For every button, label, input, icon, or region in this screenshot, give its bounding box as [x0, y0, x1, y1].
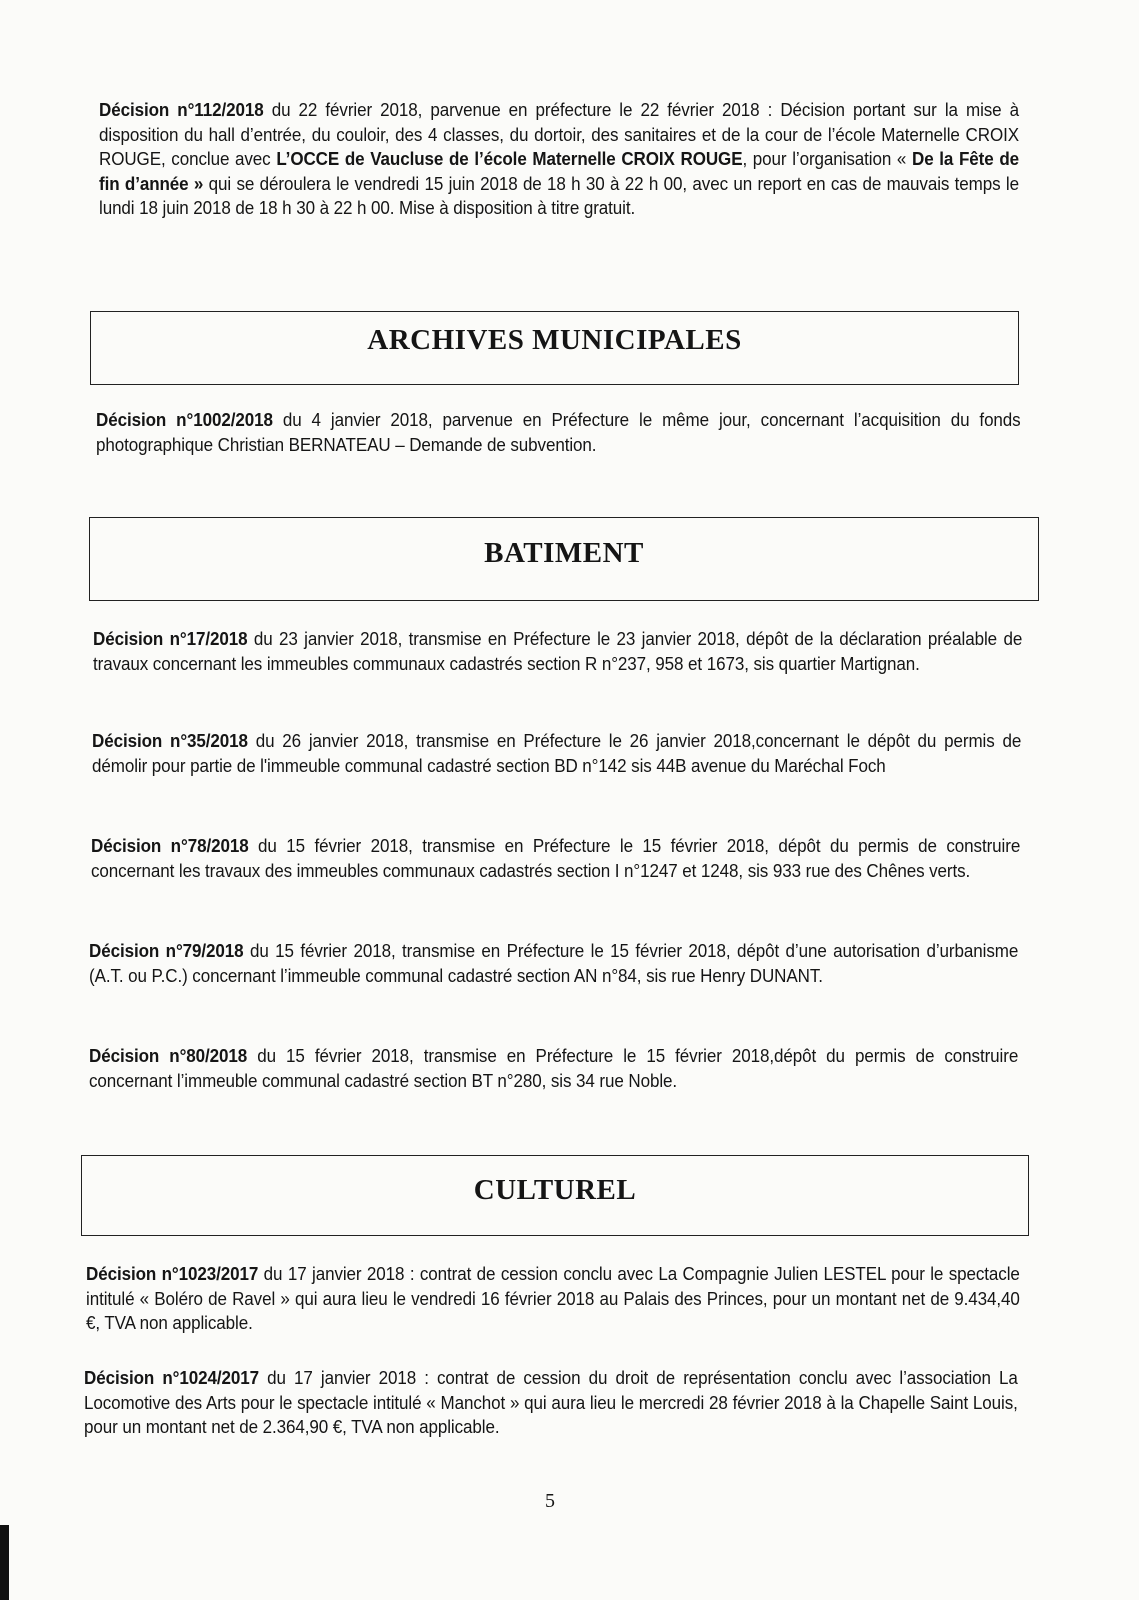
page-number: 5 — [545, 1490, 555, 1512]
decision-text: du 26 janvier 2018, transmise en Préfecture le 26 janvier 2018,concernant le dépôt du permis de démolir pour partie de l'immeuble communal cadastré section BD n°142 sis 44B avenue du Maréchal Foch — [92, 730, 1022, 776]
section-header-archives — [90, 311, 1019, 385]
decision-ref: Décision n°1023/2017 — [86, 1263, 259, 1284]
decision-text: du 15 février 2018, transmise en Préfecture le 15 février 2018,dépôt du permis de construire concernant l’immeuble communal cadastré section BT n°280, sis 34 rue Noble. — [89, 1045, 1019, 1091]
decision-ref: Décision n°79/2018 — [89, 940, 244, 961]
section-title: ARCHIVES MUNICIPALES — [367, 324, 742, 356]
decision-80-2018 — [89, 1044, 1018, 1093]
decision-ref: Décision n°80/2018 — [89, 1045, 248, 1066]
decision-ref: Décision n°17/2018 — [93, 628, 248, 649]
decision-ref: Décision n°112/2018 — [99, 99, 264, 120]
section-title: BATIMENT — [484, 537, 644, 569]
decision-35-2018 — [92, 729, 1021, 778]
decision-ref: Décision n°78/2018 — [91, 835, 249, 856]
decision-text: du 4 janvier 2018, parvenue en Préfecture le même jour, concernant l’acquisition du fonds photographique Christian BERNATEAU – Demande de subvention. — [96, 409, 1021, 455]
decision-text: du 15 février 2018, transmise en Préfecture le 15 février 2018, dépôt d’une autorisation d’urbanisme (A.T. ou P.C.) concernant l’immeuble communal cadastré section AN n°84, sis rue Henry DUNANT. — [89, 940, 1019, 986]
decision-text: , pour l’organisation « — [742, 148, 912, 169]
decision-ref: Décision n°1002/2018 — [96, 409, 273, 430]
decision-112-2018 — [99, 98, 1019, 221]
decision-79-2018 — [89, 939, 1018, 988]
decision-1002-2018 — [96, 408, 1021, 457]
decision-text: du 17 janvier 2018 : contrat de cession conclu avec La Compagnie Julien LESTEL pour le spectacle intitulé « Boléro de Ravel » qui aura lieu le vendredi 16 février 2018 au Palais des Princes, pour un montant net de 9.434,40 €, TVA non applicable. — [86, 1263, 1020, 1333]
decision-text: du 17 janvier 2018 : contrat de cession du droit de représentation conclu avec l’association La Locomotive des Arts pour le spectacle intitulé « Manchot » qui aura lieu le mercredi 28 février 2018 à la Chapelle Saint Louis, pour un montant net de 2.364,90 €, TVA non applicable. — [84, 1367, 1018, 1437]
decision-text: du 23 janvier 2018, transmise en Préfecture le 23 janvier 2018, dépôt de la déclaration préalable de travaux concernant les immeubles communaux cadastrés section R n°237, 958 et 1673, sis quartier Martignan. — [93, 628, 1023, 674]
organisation-name: L’OCCE de Vaucluse de l’école Maternelle CROIX ROUGE — [276, 148, 743, 169]
decision-text: qui se déroulera le vendredi 15 juin 2018 de 18 h 30 à 22 h 00, avec un report en cas de mauvais temps le lundi 18 juin 2018 de 18 h 30 à 22 h 00. Mise à disposition à titre gratuit. — [99, 172, 1019, 218]
decision-text: du 15 février 2018, transmise en Préfecture le 15 février 2018, dépôt du permis de construire concernant les travaux des immeubles communaux cadastrés section I n°1247 et 1248, sis 933 rue des Chênes verts. — [91, 835, 1021, 881]
decision-ref: Décision n°35/2018 — [92, 730, 248, 751]
section-header-batiment — [89, 517, 1039, 601]
decision-78-2018 — [91, 834, 1020, 883]
decision-17-2018 — [93, 627, 1022, 676]
section-title: CULTUREL — [473, 1174, 637, 1206]
section-header-culturel — [81, 1155, 1029, 1236]
scan-edge-mark — [0, 1525, 9, 1600]
decision-1024-2017 — [84, 1366, 1018, 1440]
decision-ref: Décision n°1024/2017 — [84, 1367, 260, 1388]
decision-1023-2017 — [86, 1262, 1020, 1336]
decision-text: du 22 février 2018, parvenue en préfecture le 22 février 2018 : Décision portant sur la mise à disposition du hall d’entrée, du couloir, des 4 classes, du dortoir, des sanitaires et de la cour de l’école Maternelle CROIX ROUGE, conclue avec — [99, 99, 1020, 169]
event-name: De la Fête de fin d’année » — [99, 148, 1019, 194]
